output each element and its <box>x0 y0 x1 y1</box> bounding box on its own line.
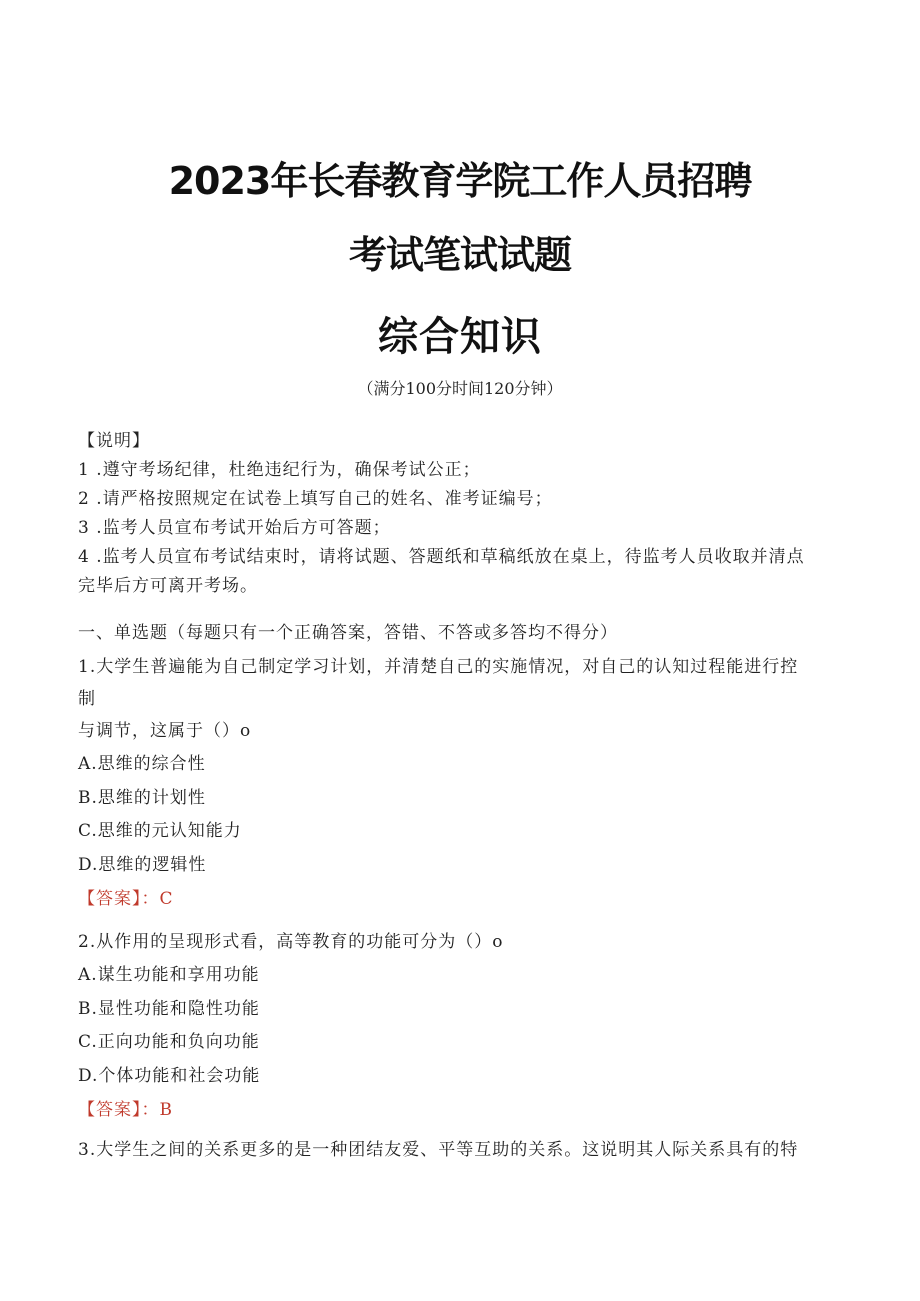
question-2-stem: 2.从作用的呈现形式看，高等教育的功能可分为（）o <box>78 932 504 952</box>
question-1-stem-line-1: 1.大学生普遍能为自己制定学习计划，并清楚自己的实施情况，对自己的认知过程能进行控 <box>78 657 799 677</box>
question-2-option-a: A.谋生功能和享用功能 <box>78 965 260 985</box>
answer-label: 【答案】 <box>78 889 142 909</box>
instruction-item-2: 2 .请严格按照规定在试卷上填写自己的姓名、准考证编号； <box>78 489 553 509</box>
question-2-option-b: B.显性功能和隐性功能 <box>78 999 260 1019</box>
answer-value: ：C <box>141 889 174 909</box>
question-1-option-d: D.思维的逻辑性 <box>78 855 207 875</box>
question-3-stem: 3.大学生之间的关系更多的是一种团结友爱、平等互助的关系。这说明其人际关系具有的特 <box>78 1140 799 1160</box>
document-title-line-1: 2023年长春教育学院工作人员招聘 <box>168 159 752 203</box>
question-1-answer <box>78 884 174 909</box>
question-1-stem-line-3: 与调节，这属于（）o <box>78 721 252 741</box>
instruction-item-3: 3 .监考人员宣布考试开始后方可答题； <box>78 518 391 538</box>
answer-label: 【答案】 <box>78 1100 142 1120</box>
answer-value: ：B <box>141 1100 173 1120</box>
instruction-item-4: 4 .监考人员宣布考试结束时，请将试题、答题纸和草稿纸放在桌上，待监考人员收取并清点 <box>78 547 805 567</box>
question-1-stem-line-2: 制 <box>78 689 96 709</box>
question-2-option-c: C.正向功能和负向功能 <box>78 1032 260 1052</box>
question-2-answer <box>78 1095 173 1120</box>
instruction-item-4-cont: 完毕后方可离开考场。 <box>78 576 258 596</box>
instructions-heading: 【说明】 <box>78 431 150 451</box>
question-1-option-b: B.思维的计划性 <box>78 788 206 808</box>
document-subject-title: 综合知识 <box>378 314 542 360</box>
question-2-option-d: D.个体功能和社会功能 <box>78 1066 261 1086</box>
question-1-option-c: C.思维的元认知能力 <box>78 821 242 841</box>
document-title-line-2: 考试笔试试题 <box>348 233 571 277</box>
instruction-item-1: 1 .遵守考场纪律，杜绝违纪行为，确保考试公正； <box>78 460 481 480</box>
question-1-option-a: A.思维的综合性 <box>78 754 206 774</box>
section-heading: 一、单选题（每题只有一个正确答案，答错、不答或多答均不得分） <box>78 623 618 643</box>
score-time-note: （满分100分时间120分钟） <box>357 379 563 398</box>
